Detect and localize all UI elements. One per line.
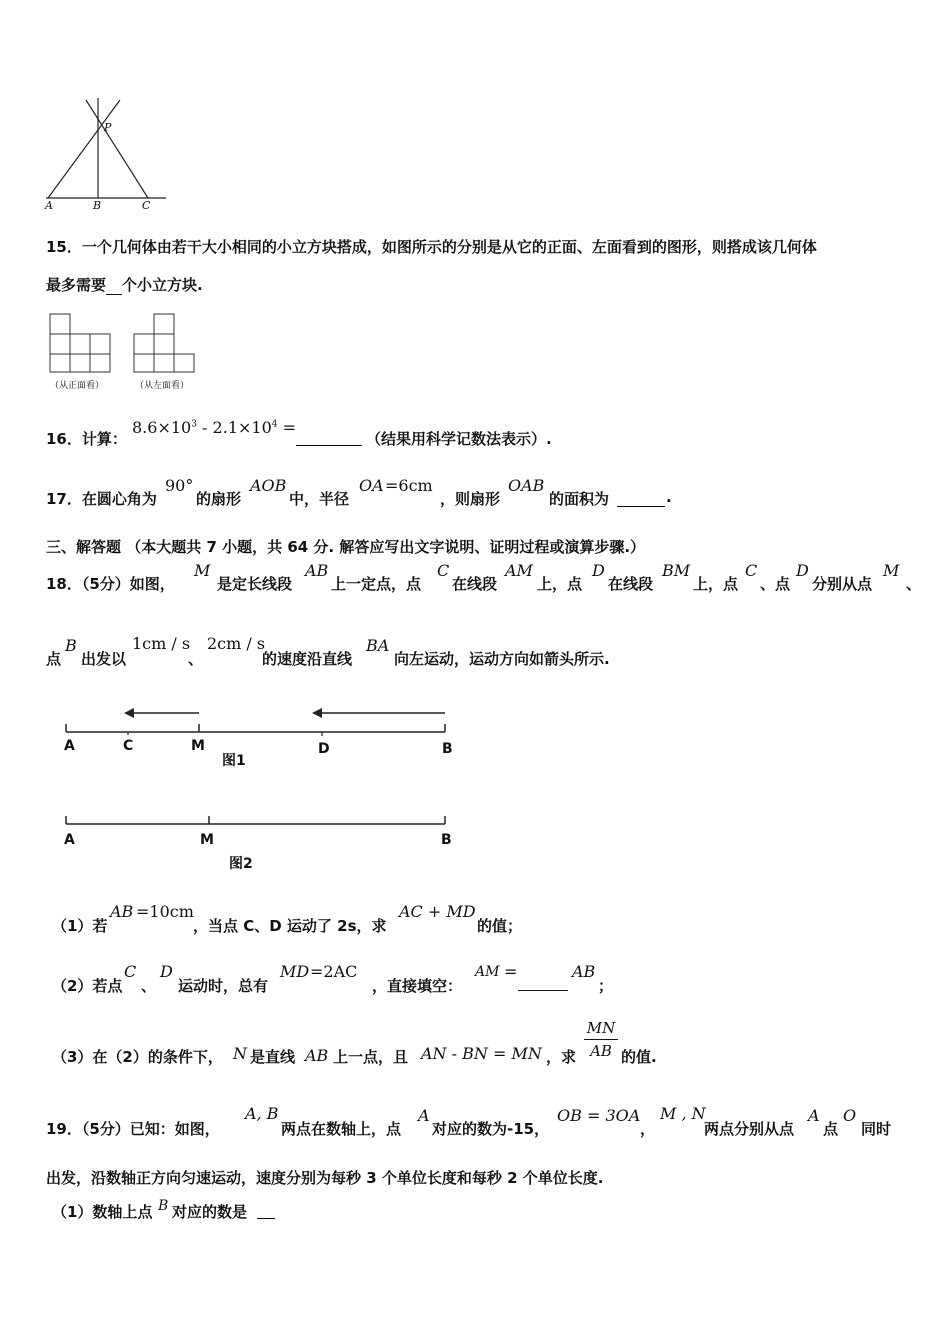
q15-answer-blank [106, 276, 122, 295]
arrow-d-head [312, 708, 322, 718]
caption-left-view: （从左面看） [135, 381, 190, 391]
q18-l2-d: 向左运动，运动方向如箭头所示. [394, 650, 610, 668]
fig1-title: 图1 [222, 753, 246, 769]
q16-term-a: 8.6×10 [132, 418, 192, 437]
q18-p6: 在线段 [608, 575, 654, 593]
q17-text3: ，则扇形 [440, 490, 501, 508]
q18-p8: 、点 [760, 575, 791, 593]
label-c: C [142, 199, 151, 212]
q17-oa: OA [359, 476, 384, 495]
q15-line1: 15．一个几何体由若干大小相同的小立方块搭成，如图所示的分别是从它的正面、左面看到的图形，则搭成该几何体 [46, 238, 817, 256]
q19-sub1-pre: （1）数轴上点 [52, 1203, 153, 1221]
q18-3-ab: AB [305, 1046, 329, 1065]
q18-l2-b: 、 [188, 650, 204, 668]
q17-angle: 90° [165, 476, 194, 495]
q18-2-eq2: = [504, 962, 518, 981]
front-view-figure [48, 312, 114, 374]
arrow-c-head [124, 708, 134, 718]
q18-2-answer-blank [518, 976, 568, 991]
q18-1-post: 的值； [477, 917, 523, 935]
q18-3-mid: 是直线 [250, 1048, 296, 1066]
q16-exp-b: 4 [271, 419, 278, 430]
q16-suffix: （结果用科学记数法表示）. [366, 430, 552, 448]
left-view-figure [132, 312, 198, 374]
q18-3-cond: AN - BN = MN [421, 1044, 542, 1063]
q18-3-pre: （3）在（2）的条件下， [52, 1048, 223, 1066]
line-a-to-top [48, 100, 120, 198]
q19-comma: ， [640, 1120, 656, 1138]
q16-expression [132, 418, 296, 437]
q18-3-n: N [233, 1044, 247, 1063]
q18-d: D [592, 561, 605, 580]
fig2-label-b: B [441, 832, 452, 848]
fig1-label-b: B [442, 741, 453, 757]
q17-end: . [666, 488, 672, 506]
q18-1-mid: ，当点 C、D 运动了 2s，求 [193, 917, 387, 935]
section3-title: 三、解答题 （本大题共 7 小题，共 64 分. 解答应写出文字说明、证明过程或演算步骤.） [46, 538, 646, 556]
q18-2-d: D [160, 962, 173, 981]
fig2-label-a: A [64, 832, 75, 848]
q19-o: O [843, 1106, 857, 1125]
q18-2-ab: AB [572, 962, 596, 981]
q19-pre: 19．（5分）已知：如图， [46, 1120, 220, 1138]
q18-p3: 上一定点，点 [331, 575, 422, 593]
q18-2-mid: 运动时，总有 [178, 977, 269, 995]
q18-2-mid2: ，直接填空： [372, 977, 463, 995]
q15-line2 [46, 274, 203, 295]
q18-2-end: ； [598, 977, 614, 995]
q18-b: B [65, 636, 77, 655]
q18-2-eq: =2AC [310, 962, 358, 981]
figure-lines-through-p [40, 96, 170, 216]
q18-2-pre: （2）若点 [52, 977, 123, 995]
q18-2-am: AM [475, 964, 500, 980]
q19-t1: 两点在数轴上，点 [281, 1120, 402, 1138]
q18-ba: BA [366, 636, 390, 655]
q16-exp-a: 3 [191, 419, 197, 430]
label-b: B [93, 199, 102, 212]
fig1-label-d: D [318, 741, 330, 757]
fig2-title: 图2 [229, 856, 253, 872]
q19-ab: A, B [245, 1104, 279, 1123]
q16-answer-blank [296, 428, 362, 446]
q19-cond: OB = 3OA [557, 1106, 641, 1125]
q18-3-mid3: ，求 [546, 1048, 577, 1066]
q16-equals: = [282, 418, 296, 437]
q18-m2: M [883, 561, 900, 580]
q18-2-sep: 、 [141, 977, 157, 995]
q18-c: C [437, 561, 450, 580]
q17-text4: 的面积为 [549, 490, 610, 508]
q18-3-end: 的值. [621, 1048, 657, 1066]
q19-t4: 点 [823, 1120, 839, 1138]
q17-text2: 中，半径 [289, 490, 350, 508]
q18-d2: D [796, 561, 809, 580]
q18-2-md: MD [280, 962, 310, 981]
q19-t2: 对应的数为-15， [432, 1120, 550, 1138]
q18-p1: 18．（5分）如图， [46, 575, 175, 593]
q18-3-fraction [584, 1019, 618, 1060]
q15-text-end: 个小立方块. [122, 276, 203, 294]
q18-c2: C [745, 561, 758, 580]
q18-1-expr: AC + MD [399, 902, 476, 921]
caption-front-view: （从正面看） [50, 381, 105, 391]
q18-1-eq: =10cm [136, 902, 194, 921]
q18-ab: AB [305, 561, 329, 580]
label-a: A [45, 199, 53, 212]
q17-eq: =6cm [385, 476, 433, 495]
q17-aob: AOB [250, 476, 287, 495]
q18-l2-pre: 点 [46, 650, 62, 668]
q19-t3: 两点分别从点 [704, 1120, 795, 1138]
figure-2 [60, 808, 460, 838]
q19-mn: M , N [660, 1104, 706, 1123]
q16-minus: - [202, 418, 208, 437]
q18-l2-c: 的速度沿直线 [262, 650, 353, 668]
q18-p7: 上，点 [693, 575, 739, 593]
fraction-bar [584, 1039, 618, 1040]
q17-label: 17．在圆心角为 [46, 490, 157, 508]
q18-p4: 在线段 [452, 575, 498, 593]
q19-a: A [418, 1106, 430, 1125]
q18-1-pre: （1）若 [52, 917, 108, 935]
q18-v2: 2cm / s [207, 634, 266, 653]
fig1-label-c: C [123, 738, 134, 754]
q19-line2: 出发，沿数轴正方向匀速运动，速度分别为每秒 3 个单位长度和每秒 2 个单位长度. [46, 1169, 604, 1187]
q16-label: 16．计算： [46, 430, 127, 448]
label-p: P [104, 121, 112, 134]
q18-p9: 分别从点 [812, 575, 873, 593]
fraction-denominator: AB [590, 1042, 612, 1060]
q17-answer-blank [617, 490, 665, 507]
q19-sub1-b: B [158, 1198, 169, 1214]
line-c-to-top [86, 100, 148, 198]
q19-sub1-post: 对应的数是 [172, 1203, 248, 1221]
q18-m: M [194, 561, 211, 580]
q15-text: 最多需要 [46, 276, 107, 294]
q18-l2-a: 出发以 [81, 650, 127, 668]
q18-p2: 是定长线段 [217, 575, 293, 593]
q16-term-b: 2.1×10 [212, 418, 272, 437]
figure-1 [60, 700, 460, 760]
q18-bm: BM [662, 561, 691, 580]
fig1-label-a: A [64, 738, 75, 754]
q18-1-ab: AB [110, 902, 134, 921]
fraction-numerator: MN [586, 1019, 616, 1037]
q19-sub1-answer-blank [257, 1203, 275, 1219]
q18-p10: 、 [906, 575, 922, 593]
q19-a2: A [808, 1106, 820, 1125]
q18-v1: 1cm / s [132, 634, 191, 653]
fig1-label-m: M [191, 738, 205, 754]
q18-3-mid2: 上一点，且 [333, 1048, 409, 1066]
q18-p5: 上，点 [537, 575, 583, 593]
q17-oab: OAB [508, 476, 545, 495]
q18-2-c: C [124, 962, 137, 981]
fig2-label-m: M [200, 832, 214, 848]
q17-text1: 的扇形 [196, 490, 242, 508]
q18-am: AM [505, 561, 533, 580]
q19-t5: 同时 [861, 1120, 892, 1138]
